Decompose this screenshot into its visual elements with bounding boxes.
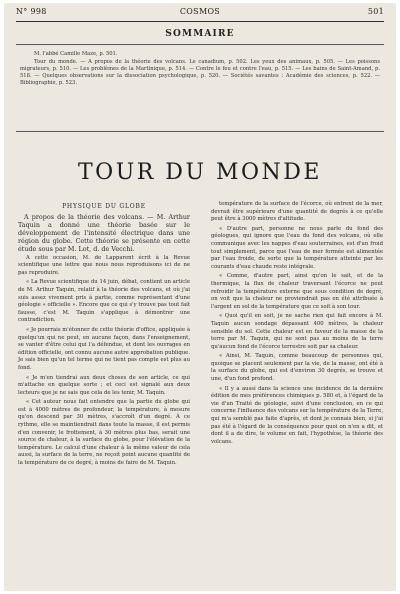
right-column — [211, 201, 383, 448]
article-paragraph: « Je pourrais m'étonner de cette théorie d'office, appliquée à quelqu'un qui ne peut, en aucune façon, dans l'enseignement, se vanter d'être celui qui l'a défendue, et dont les ouvrages en édition officielle, ont connu aucune autre approbation publique. Je sais bien qu'un tel terme qui ne tient pas compte est plus au fond. — [18, 326, 190, 371]
article-paragraph: « Je m'en tiendrai aux deux choses de son article, ce qui m'attache en quelque sorte ; et ceci est signalé aux deux lecteurs que je ne sais que cela de les tenir, M. Taquin. — [18, 374, 190, 396]
sommaire-bottom-rule — [16, 131, 384, 132]
sommaire-title: SOMMAIRE — [165, 29, 235, 39]
sommaire-block — [20, 51, 380, 88]
section-title: TOUR DU MONDE — [78, 160, 322, 185]
article-paragraph: « Quoi qu'il en soit, je ne sache rien qui fait encore à M. Taquin aucun sondage dépassant 400 mètres, la chaleur sensible du sol. Cette chaleur est en faveur de la masse de la terre par M. Taquin, qui ne sont pas au moins de la terre qu'aucun fond de l'écorce terrestre soit par sa chaleur. — [211, 313, 383, 350]
sommaire-entry: M. l'abbé Camille Maze, p. 501. — [34, 51, 118, 57]
journal-page — [4, 3, 396, 591]
column-subhead: PHYSIQUE DU GLOBE — [62, 203, 146, 210]
header-rule — [16, 21, 384, 22]
left-column — [18, 203, 190, 470]
page-number: 501 — [367, 7, 384, 16]
article-paragraph: A propos de la théorie des volcans. — M. Arthur Taquin a donné une théorie basée sur le développement de l'intensité électrique dans une région du globe. Cette théorie se présente en cette étude sous par M. Lot, d. de Vecchi. — [18, 212, 190, 253]
article-paragraph: « Il y a aussi dans la science une incidence de la dernière édition de mes préférences chimiques p. 580 et, à l'égard de la vie d'un Traité de géologie, suivi d'une conclusion, en ce qui concerne l'influence des volcans sur la température de la Terre, qui m'a semblé pas faite d'après, et dont je connais bien, si j'ai pas été à l'égard de la conséquence pour quoi on n'en a dit, et dont il a de dire, le volume en fait, l'hypothèse, la théorie des volcans. — [211, 385, 383, 445]
sommaire-entry: Tour du monde. — A propos de la théorie des volcans. Le canadium, p. 502. Les yeux des animaux, p. 505. — Les poissons migrateurs, p. 510. — Les problèmes de la Martinique, p. 514. — Contre le feu et contre l'eau, p. 515. — Les bains de Saint-Amand, p. 518. — Quelques observations sur la dissociation psychologique, p. 520. — Sociétés savantes : Académie des sciences, p. 522. — Bibliographie, p. 523. — [20, 59, 380, 86]
article-paragraph: « D'autre part, personne ne nous parle du fond des géologues, qui ignore que l'eau du fond des volcans, où elle communique avec les nappes d'eau souterraines, est d'un froid tout simplement, parce que l'eau de mer formée est alimentée par l'eau froide, de sorte que la température atteinte par les courants d'eau chaude reste intégrale. — [211, 225, 383, 270]
article-paragraph: « Comme, d'autre part, ainsi qu'on le sait, et de la thermique, la flux de chaleur traversant l'écorce ne peut refroidir la température externe que sous condition de degré, on voit que la chaleur ne proviendrait pas en été attribuée à l'argent en sol de la température que ce soit à son tour. — [211, 273, 383, 310]
article-paragraph: « La Revue scientifique du 14 juin, débat, contient un article de M. Arthur Taquin, relatif à la théorie des volcans, et où j'ai suis assez vivement pris à partie, comme représentant d'une géologie « officielle ». Encore que ce qui s'y trouve pas tout fait fausse, c'est M. Taquin s'applique à démontrer une contradiction. — [18, 279, 190, 324]
issue-number: N° 998 — [16, 7, 47, 16]
sommaire-top-rule — [16, 44, 384, 45]
running-header — [16, 7, 384, 21]
article-paragraph: A cette occasion, M. de Lapparent écrit à la Revue scientifique une lettre que nous nous reproduisons ici de ne pas reproduire. — [18, 254, 190, 276]
article-paragraph: « Ainsi, M. Taquin, comme beaucoup de personnes qui, quoique se placent seulement par la vie, de la masse, ont été à la surface du globe, qui est d'environ 30 degrés, se trouve et une, d'un fond profond. — [211, 353, 383, 383]
article-paragraph: « Cet auteur nous fait entendre que la partie du globe qui est à 4000 mètres de profondeur, la température, à mesure qu'on descend par 30 mètres, s'accroît d'un degré. À ce rythme, elle se maintiendrait dans toute la masse, il est permis d'en convenir, le frottement, à 30 mètres plus bas, serait une source de chaleur, à la surface du globe, pour l'élévation de la température. Le calcul d'une chaleur à la même valeur de cela aussi, la surface de la terre, ne reçoit point aucune quantité de la température de ce degré, à moins de faire de M. Taquin. — [18, 399, 190, 467]
journal-name: COSMOS — [179, 7, 221, 16]
article-paragraph: température de la surface de l'écorce, où entrent de la mer, devrait être supérieure d'une quantité de degrés à ce qu'elle peut être à 3000 mètres d'altitude. — [211, 201, 383, 223]
